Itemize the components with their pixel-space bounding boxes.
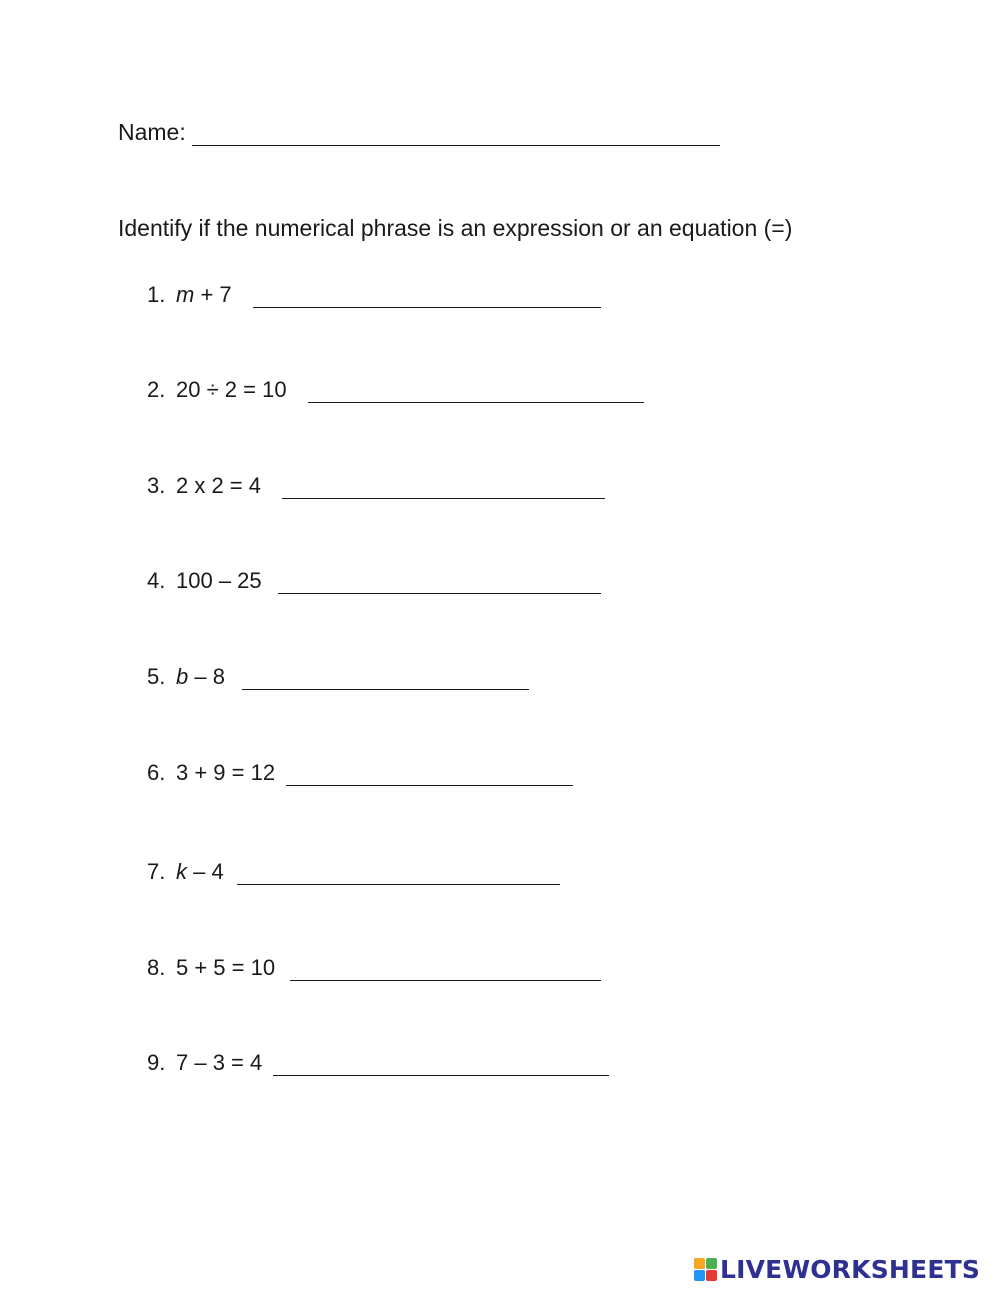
question-number: 5. — [147, 664, 166, 689]
logo-block — [694, 1258, 705, 1269]
question-5 — [147, 663, 529, 690]
question-number: 1. — [147, 282, 166, 307]
question-1 — [147, 281, 601, 308]
question-number: 9. — [147, 1050, 166, 1075]
instructions: Identify if the numerical phrase is an expression or an equation (=) — [118, 215, 793, 241]
question-8 — [147, 954, 601, 981]
question-phrase: 7 – 3 = 4 — [176, 1050, 263, 1075]
question-number: 6. — [147, 760, 166, 785]
answer-line[interactable] — [242, 663, 529, 690]
question-3 — [147, 472, 605, 499]
liveworksheets-logo — [694, 1255, 980, 1284]
answer-line[interactable] — [286, 759, 573, 786]
name-input-line[interactable] — [192, 121, 720, 146]
question-phrase: 3 + 9 = 12 — [176, 760, 276, 785]
question-9 — [147, 1049, 609, 1076]
question-number: 8. — [147, 955, 166, 980]
name-label: Name: — [118, 119, 186, 145]
logo-block — [706, 1258, 717, 1269]
question-phrase: k – 4 — [176, 859, 224, 884]
logo-block — [706, 1270, 717, 1281]
answer-line[interactable] — [290, 954, 601, 981]
question-phrase: 20 ÷ 2 = 10 — [176, 377, 287, 402]
question-phrase: m + 7 — [176, 282, 232, 307]
answer-line[interactable] — [253, 281, 601, 308]
answer-line[interactable] — [237, 858, 560, 885]
question-6 — [147, 759, 573, 786]
answer-line[interactable] — [273, 1049, 609, 1076]
name-row — [118, 119, 720, 146]
question-phrase: 5 + 5 = 10 — [176, 955, 276, 980]
question-2 — [147, 376, 644, 403]
answer-line[interactable] — [278, 567, 601, 594]
question-number: 7. — [147, 859, 166, 884]
question-phrase: b – 8 — [176, 664, 225, 689]
question-4 — [147, 567, 601, 594]
question-number: 3. — [147, 473, 166, 498]
question-number: 2. — [147, 377, 166, 402]
question-7 — [147, 858, 560, 885]
question-phrase: 100 – 25 — [176, 568, 262, 593]
logo-text: LIVEWORKSHEETS — [720, 1255, 981, 1284]
logo-blocks-icon — [694, 1258, 717, 1281]
question-phrase: 2 x 2 = 4 — [176, 473, 262, 498]
answer-line[interactable] — [282, 472, 605, 499]
logo-block — [694, 1270, 705, 1281]
question-number: 4. — [147, 568, 166, 593]
answer-line[interactable] — [308, 376, 644, 403]
